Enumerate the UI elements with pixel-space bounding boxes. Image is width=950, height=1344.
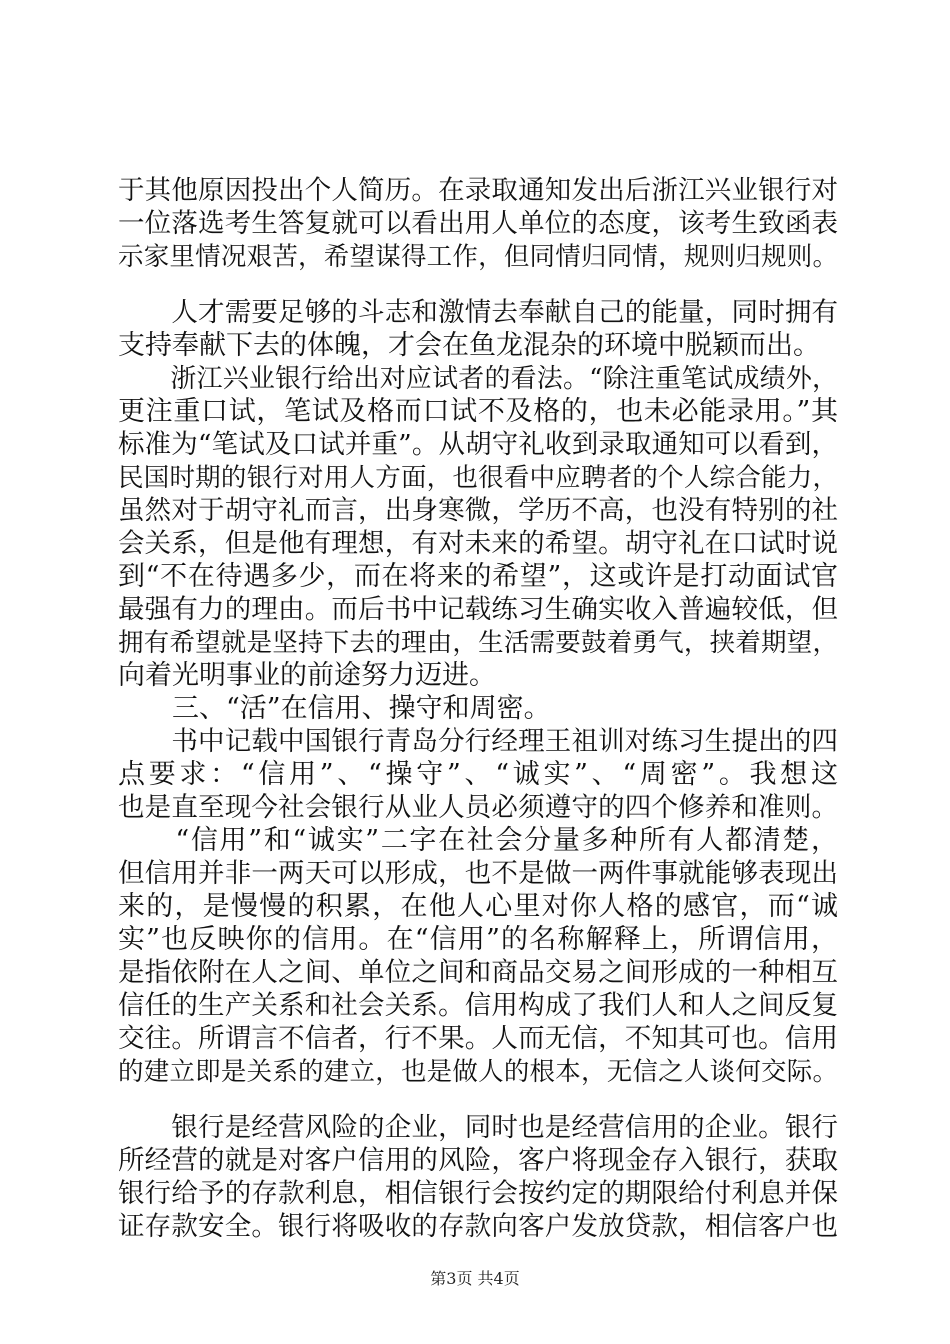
- text-line: 浙江兴业银行给出对应试者的看法。“除注重笔试成绩外，: [118, 364, 838, 394]
- text-line: 所经营的就是对客户信用的风险，客户将现金存入银行，获取: [118, 1145, 838, 1176]
- text-line: 一位落选考生答复就可以看出用人单位的态度，该考生致函表: [118, 208, 838, 239]
- text-line: 示家里情况艰苦，希望谋得工作，但同情归同情，规则归规则。: [118, 242, 838, 272]
- text-line: 会关系，但是他有理想，有对未来的希望。胡守礼在口试时说: [118, 528, 838, 559]
- text-line: 的建立即是关系的建立，也是做人的根本，无信之人谈何交际。: [118, 1057, 838, 1087]
- text-line: 交往。所谓言不信者，行不果。人而无信，不知其可也。信用: [118, 1023, 838, 1054]
- text-line: 拥有希望就是坚持下去的理由，生活需要鼓着勇气，挟着期望，: [118, 628, 838, 658]
- text-line: 信任的生产关系和社会关系。信用构成了我们人和人之间反复: [118, 990, 838, 1021]
- text-line: 实”也反映你的信用。在“信用”的名称解释上，所谓信用，: [118, 924, 838, 955]
- text-line: 人才需要足够的斗志和激情去奉献自己的能量，同时拥有: [118, 297, 838, 328]
- text-line: 到“不在待遇多少，而在将来的希望”，这或许是打动面试官: [118, 561, 838, 592]
- text-line: 民国时期的银行对用人方面，也很看中应聘者的个人综合能力，: [118, 463, 838, 493]
- text-line: 但信用并非一两天可以形成，也不是做一两件事就能够表现出: [118, 858, 838, 889]
- text-line: 最强有力的理由。而后书中记载练习生确实收入普遍较低，但: [118, 594, 838, 625]
- text-line: 银行是经营风险的企业，同时也是经营信用的企业。银行: [118, 1112, 838, 1143]
- text-line: 于其他原因投出个人简历。在录取通知发出后浙江兴业银行对: [118, 175, 838, 206]
- text-line: 标准为“笔试及口试并重”。从胡守礼收到录取通知可以看到，: [118, 429, 838, 460]
- section-heading: 三、“活”在信用、操守和周密。: [118, 693, 551, 724]
- text-line: 来的，是慢慢的积累，在他人心里对你人格的感官，而“诚: [118, 891, 838, 922]
- text-line: 书中记载中国银行青岛分行经理王祖训对练习生提出的四: [118, 726, 838, 757]
- text-line: 证存款安全。银行将吸收的存款向客户发放贷款，相信客户也: [118, 1211, 838, 1242]
- text-line: 更注重口试，笔试及格而口试不及格的，也未必能录用。”其: [118, 396, 838, 427]
- page-number-footer: 第3页 共4页: [430, 1269, 520, 1288]
- text-line: 虽然对于胡守礼而言，出身寒微，学历不高，也没有特别的社: [118, 495, 838, 526]
- text-line: 是指依附在人之间、单位之间和商品交易之间形成的一种相互: [118, 957, 838, 988]
- text-line: 支持奉献下去的体魄，才会在鱼龙混杂的环境中脱颖而出。: [118, 330, 820, 361]
- text-line: 向着光明事业的前途努力迈进。: [118, 660, 496, 691]
- text-line: 银行给予的存款利息，相信银行会按约定的期限给付利息并保: [118, 1178, 838, 1209]
- text-line: 点要求：“信用”、“操守”、“诚实”、“周密”。我想这: [118, 759, 838, 790]
- text-line: 也是直至现今社会银行从业人员必须遵守的四个修养和准则。: [118, 792, 838, 823]
- text-line: “信用”和“诚实”二字在社会分量多种所有人都清楚，: [118, 825, 838, 856]
